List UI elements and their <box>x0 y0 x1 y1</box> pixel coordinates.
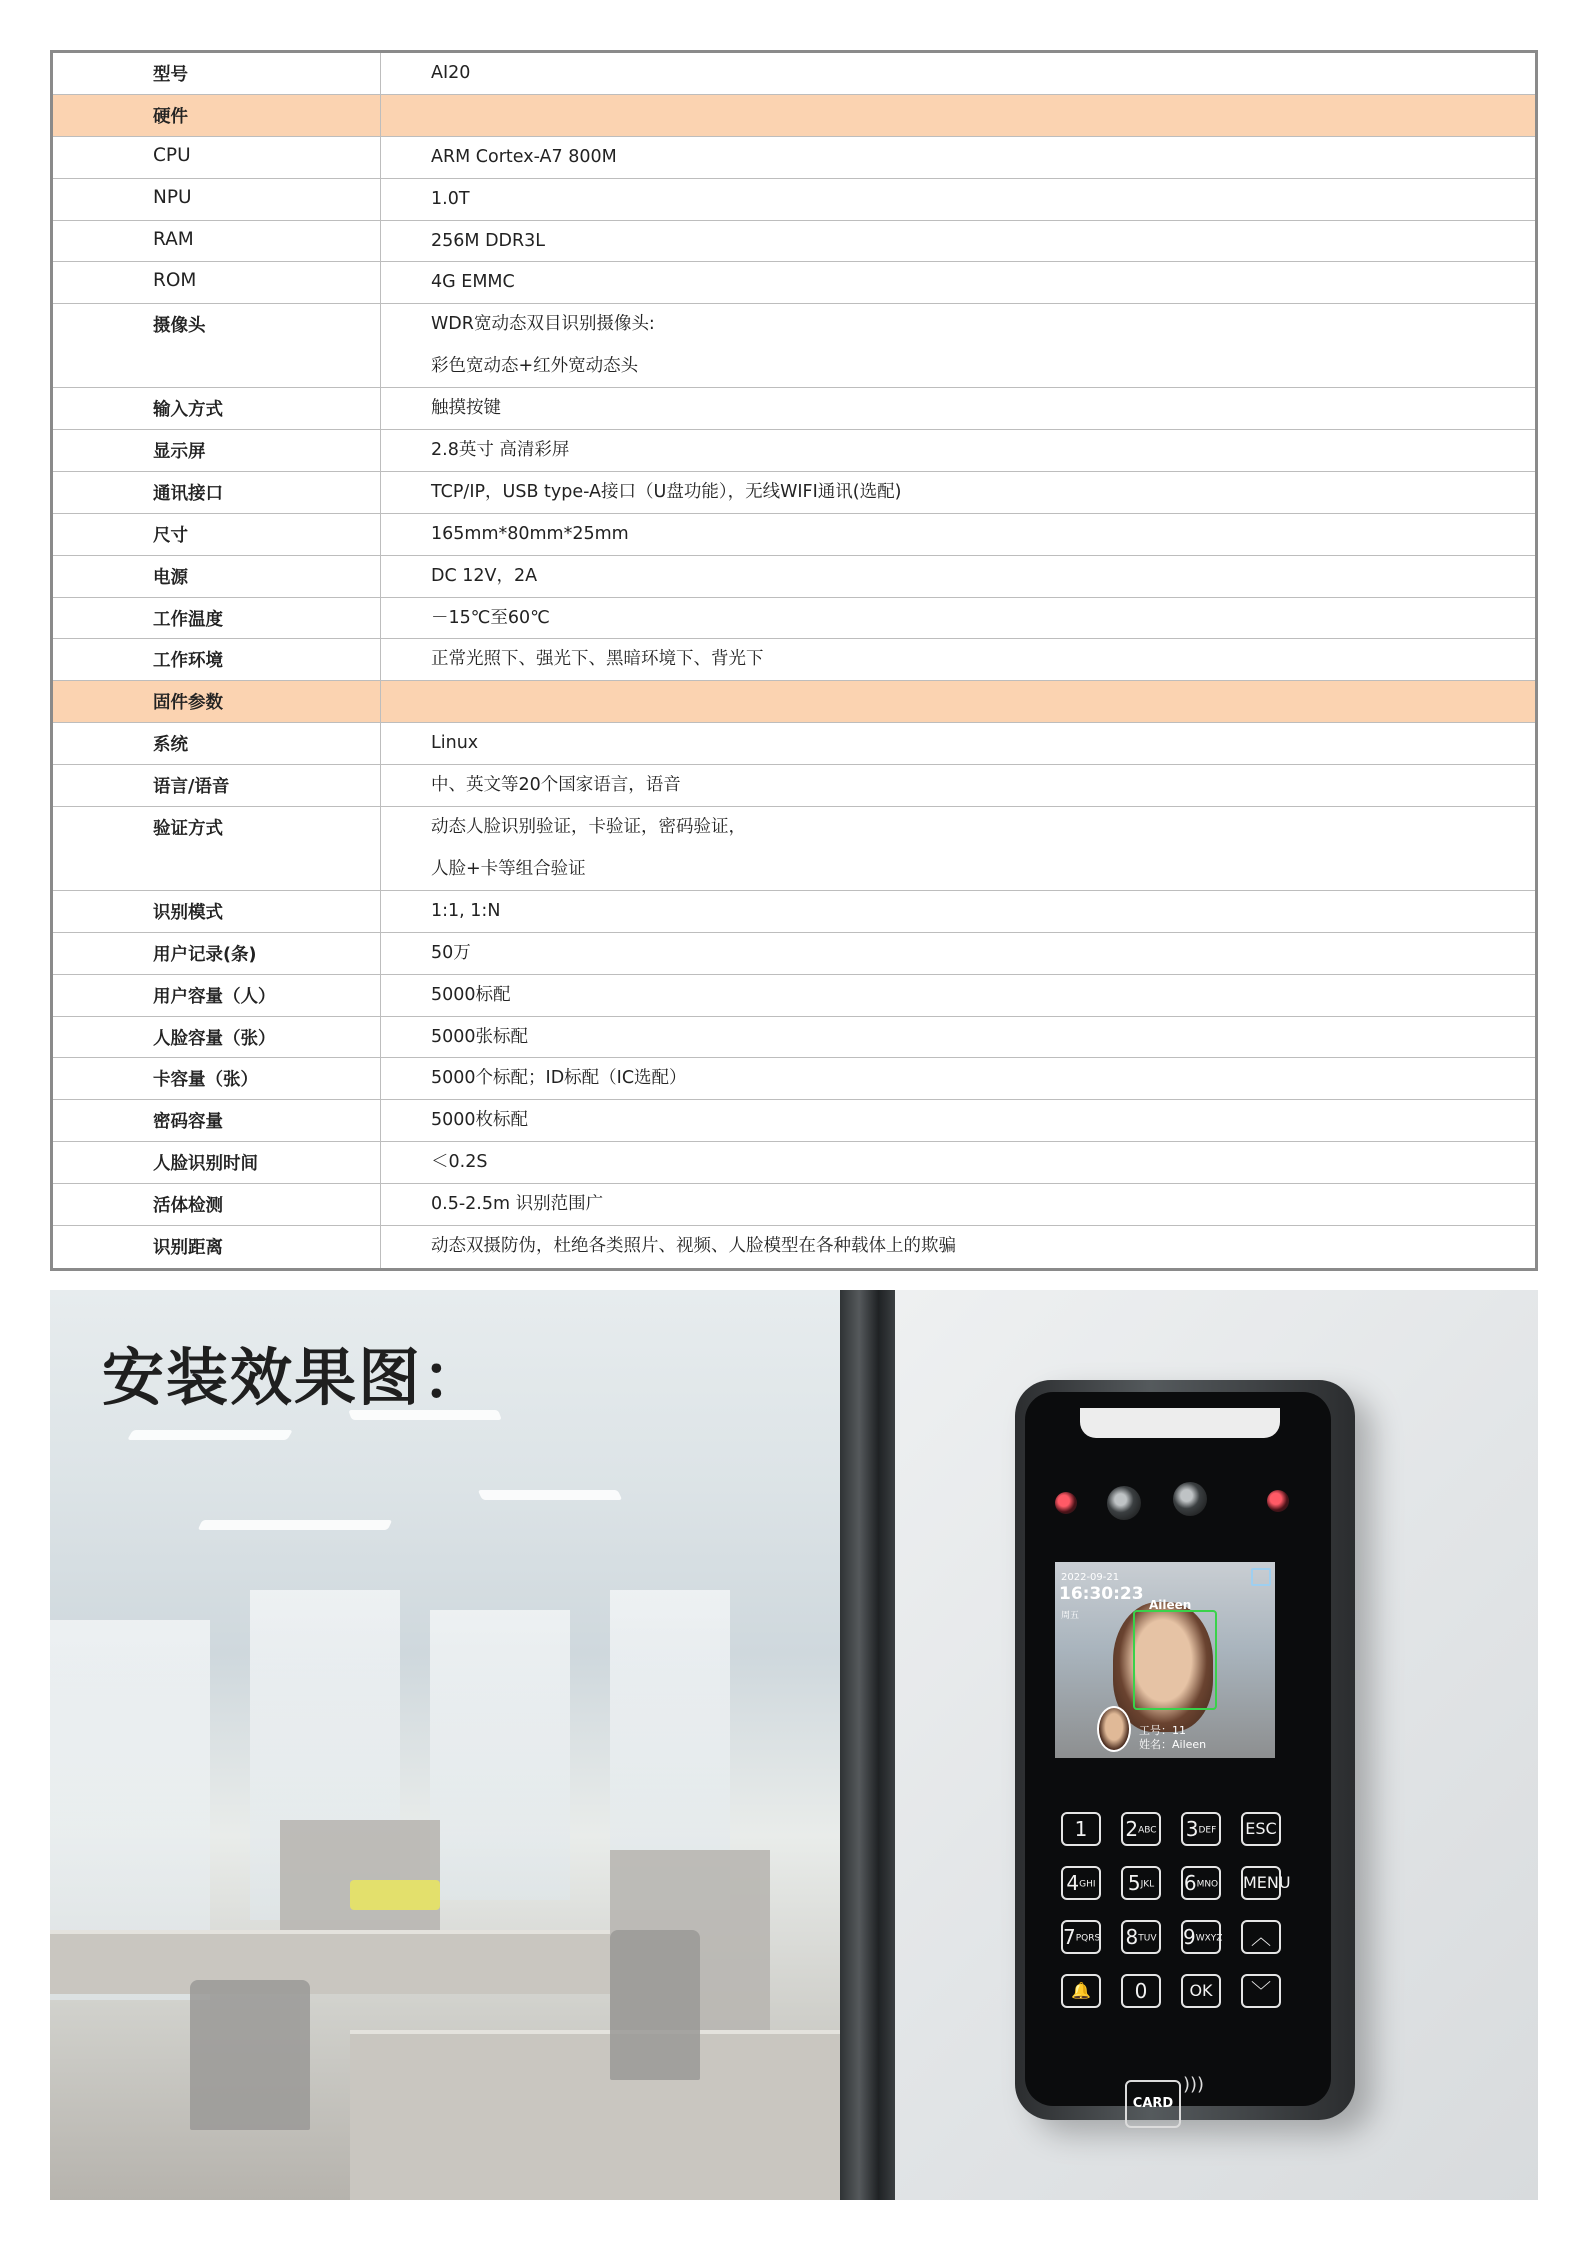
spec-value-line: ＜0.2S <box>431 1152 488 1173</box>
spec-label: 用户容量（人） <box>53 975 381 1016</box>
spec-label: 用户记录(条) <box>53 933 381 974</box>
user-avatar <box>1097 1706 1131 1752</box>
spec-label: NPU <box>53 179 381 220</box>
spec-label: 卡容量（张） <box>53 1058 381 1099</box>
spec-value-line: 彩色宽动态+红外宽动态头 <box>431 356 639 377</box>
install-title: 安装效果图： <box>102 1341 487 1414</box>
screen-user-id: 工号：11 <box>1139 1724 1186 1737</box>
key-label: 4 <box>1066 1871 1080 1895</box>
spec-value <box>381 296 1535 387</box>
key-label: ﹀ <box>1251 1979 1271 2003</box>
ir-led-icon <box>1267 1490 1289 1512</box>
spec-label: 型号 <box>53 53 381 94</box>
fill-light <box>1080 1408 1280 1438</box>
color-camera-icon <box>1107 1486 1141 1520</box>
spec-value-line: 触摸按键 <box>431 398 501 419</box>
spec-value-line: 人脸+卡等组合验证 <box>431 858 586 879</box>
key-sub-label: ABC <box>1138 1825 1157 1836</box>
key-label: 3 <box>1185 1817 1199 1841</box>
keypad-key <box>1121 1974 1161 2008</box>
device-screen <box>1055 1562 1275 1758</box>
spec-label: 验证方式 <box>53 807 381 890</box>
spec-row <box>53 1226 1535 1268</box>
key-label: 6 <box>1183 1871 1197 1895</box>
key-label: 0 <box>1134 1979 1148 2003</box>
screen-user-name: 姓名：Aileen <box>1139 1738 1207 1751</box>
spec-label: 电源 <box>53 556 381 597</box>
spec-value-line: ARM Cortex-A7 800M <box>431 146 617 167</box>
spec-value-line: 0.5-2.5m 识别范围广 <box>431 1194 604 1215</box>
key-label: 1 <box>1074 1817 1088 1841</box>
keypad-key <box>1061 1920 1101 1954</box>
spec-label: 人脸识别时间 <box>53 1142 381 1183</box>
screen-time: 16:30:23 <box>1059 1584 1144 1604</box>
screen-date: 2022-09-21 <box>1061 1572 1120 1583</box>
keypad-key <box>1181 1866 1221 1900</box>
key-label: ︿ <box>1251 1925 1271 1949</box>
office-background <box>50 1290 840 2200</box>
keypad-key <box>1241 1974 1281 2008</box>
door-frame <box>840 1290 895 2200</box>
spec-row <box>53 304 1535 388</box>
spec-label: 工作温度 <box>53 598 381 639</box>
key-sub-label: JKL <box>1140 1879 1155 1890</box>
spec-value-line: 正常光照下、强光下、黑暗环境下、背光下 <box>431 649 764 670</box>
key-label: 9 <box>1183 1925 1196 1949</box>
spec-value <box>381 799 1535 890</box>
card-reader-area: CARD <box>1125 2080 1181 2128</box>
spec-value-line: 5000张标配 <box>431 1026 529 1047</box>
nfc-waves-icon: ))) <box>1183 2074 1205 2095</box>
keypad-key <box>1181 1920 1221 1954</box>
spec-label: 硬件 <box>53 95 381 136</box>
ir-led-icon <box>1055 1492 1077 1514</box>
spec-value-line: 4G EMMC <box>431 272 515 293</box>
spec-label: 显示屏 <box>53 430 381 471</box>
screen-weekday: 周五 <box>1061 1611 1080 1621</box>
spec-value-line: WDR宽动态双目识别摄像头: <box>431 314 655 335</box>
spec-label: 工作环境 <box>53 639 381 680</box>
spec-label: ROM <box>53 262 381 303</box>
spec-value-line: 5000枚标配 <box>431 1110 529 1131</box>
spec-row <box>53 807 1535 891</box>
spec-table <box>50 50 1538 1271</box>
keypad-key <box>1121 1920 1161 1954</box>
spec-label: 人脸容量（张） <box>53 1017 381 1058</box>
keypad-key <box>1061 1812 1101 1846</box>
spec-label: 通讯接口 <box>53 472 381 513</box>
face-recognition-terminal <box>1015 1380 1355 2120</box>
installation-photo <box>50 1290 1538 2200</box>
key-label: 7 <box>1063 1925 1076 1949</box>
network-icon <box>1251 1568 1271 1586</box>
keypad-key <box>1241 1920 1281 1954</box>
spec-value <box>381 1218 1535 1268</box>
spec-value-line: 中、英文等20个国家语言，语音 <box>431 775 681 796</box>
spec-value-line: 动态人脸识别验证，卡验证，密码验证， <box>431 817 746 838</box>
screen-name-overlay: Aileen <box>1149 1598 1192 1612</box>
spec-value-line: 256M DDR3L <box>431 230 546 251</box>
keypad-key <box>1241 1812 1281 1846</box>
device-front-panel <box>1025 1392 1331 2111</box>
spec-value-line: 2.8英寸 高清彩屏 <box>431 440 570 461</box>
spec-label: 摄像头 <box>53 304 381 387</box>
key-sub-label: TUV <box>1138 1933 1157 1944</box>
keypad-key <box>1181 1974 1221 2008</box>
spec-label: 尺寸 <box>53 514 381 555</box>
key-sub-label: GHI <box>1079 1879 1096 1890</box>
spec-value-line: －15℃至60℃ <box>431 607 550 628</box>
key-label: OK <box>1189 1981 1213 2000</box>
spec-value-line: 5000标配 <box>431 984 511 1005</box>
spec-label: 语言/语音 <box>53 765 381 806</box>
keypad-key <box>1241 1866 1291 1900</box>
spec-label: 系统 <box>53 723 381 764</box>
spec-label: RAM <box>53 221 381 262</box>
key-label: MENU <box>1243 1873 1291 1892</box>
key-sub-label: MNO <box>1196 1879 1219 1890</box>
key-sub-label: WXYZ <box>1195 1933 1223 1944</box>
key-label: 8 <box>1125 1925 1139 1949</box>
key-label: 🔔 <box>1071 1981 1091 2000</box>
keypad-key <box>1181 1812 1221 1846</box>
spec-value-line: 165mm*80mm*25mm <box>431 523 629 544</box>
keypad-key <box>1121 1866 1161 1900</box>
spec-label: 密码容量 <box>53 1100 381 1141</box>
spec-value-line: 动态双摄防伪，杜绝各类照片、视频、人脸模型在各种载体上的欺骗 <box>431 1235 956 1256</box>
face-detection-box <box>1133 1610 1217 1710</box>
spec-label: 识别距离 <box>53 1226 381 1268</box>
spec-value-line: 5000个标配；ID标配（IC选配） <box>431 1068 687 1089</box>
keypad-key <box>1061 1866 1101 1900</box>
keypad-key <box>1061 1974 1101 2008</box>
spec-value-line: Linux <box>431 733 479 754</box>
ir-camera-icon <box>1173 1482 1207 1516</box>
key-sub-label: DEF <box>1198 1825 1217 1836</box>
spec-value-line: TCP/IP，USB type-A接口（U盘功能），无线WIFI通讯(选配) <box>431 481 902 502</box>
key-label: 5 <box>1127 1871 1141 1895</box>
key-label: ESC <box>1245 1819 1277 1838</box>
spec-label: 输入方式 <box>53 388 381 429</box>
spec-label: 固件参数 <box>53 681 381 722</box>
spec-value-line: DC 12V，2A <box>431 565 538 586</box>
key-sub-label: PQRS <box>1075 1933 1101 1944</box>
keypad-key <box>1121 1812 1161 1846</box>
spec-label: 活体检测 <box>53 1184 381 1225</box>
spec-label: 识别模式 <box>53 891 381 932</box>
spec-label: CPU <box>53 137 381 178</box>
key-label: 2 <box>1125 1817 1139 1841</box>
spec-value-line: 50万 <box>431 942 471 963</box>
spec-value-line: 1:1, 1:N <box>431 900 501 921</box>
spec-value-line: AI20 <box>431 63 471 83</box>
spec-value-line: 1.0T <box>431 188 470 209</box>
